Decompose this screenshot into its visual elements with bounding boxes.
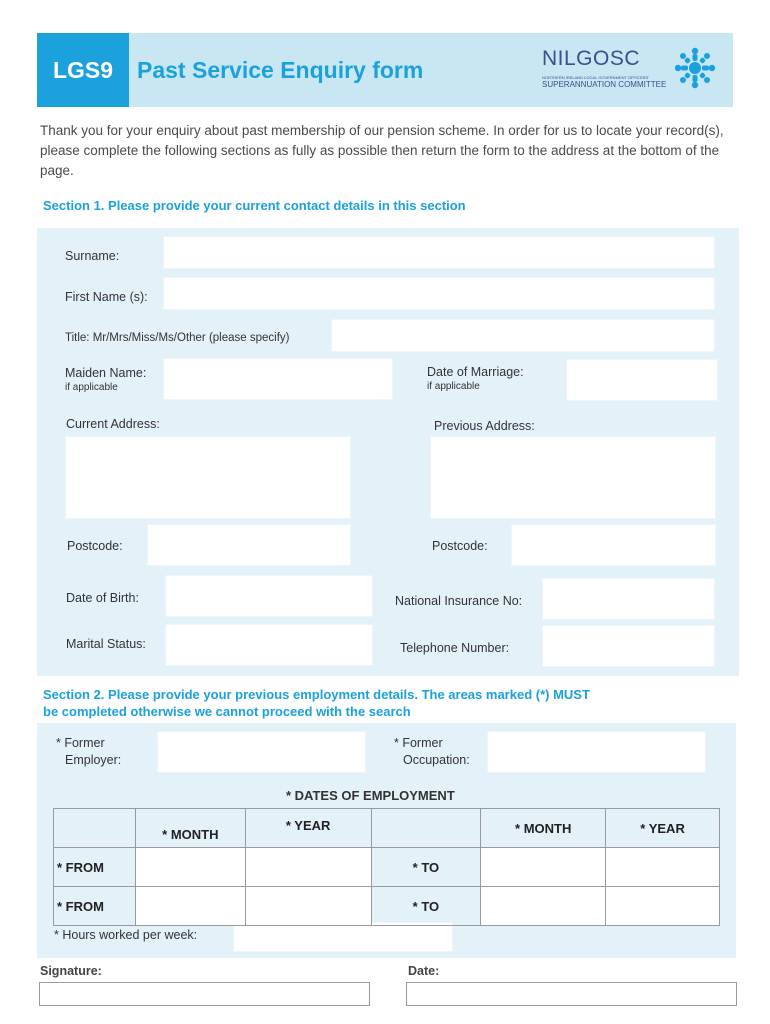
dates-of-employment-table — [53, 808, 720, 926]
table-spacer-cell — [371, 809, 481, 848]
marital-status-label: Marital Status: — [66, 637, 146, 651]
to-month-field[interactable] — [481, 848, 606, 887]
from-year-field[interactable] — [245, 848, 371, 887]
form-header — [37, 33, 733, 107]
title-field[interactable] — [331, 319, 715, 352]
date-of-marriage-note: if applicable — [427, 381, 480, 392]
title-label: Title: Mr/Mrs/Miss/Ms/Other (please specify) — [65, 332, 290, 344]
year-header-2: * YEAR — [606, 809, 720, 848]
former-employer-field[interactable] — [157, 731, 366, 773]
current-postcode-label: Postcode: — [67, 539, 123, 553]
date-label: Date: — [408, 964, 440, 978]
from-label: * FROM — [54, 887, 136, 926]
date-of-birth-label: Date of Birth: — [66, 591, 139, 605]
signature-label: Signature: — [40, 964, 102, 978]
surname-label: Surname: — [65, 249, 120, 263]
former-employer-label-2: Employer: — [65, 753, 122, 767]
previous-address-field[interactable] — [430, 436, 716, 519]
to-month-field[interactable] — [481, 887, 606, 926]
from-month-field[interactable] — [135, 848, 245, 887]
signature-field[interactable] — [39, 982, 370, 1006]
logo-tagline-1: NORTHERN IRELAND LOCAL GOVERNMENT OFFICERS' — [542, 75, 649, 80]
previous-postcode-field[interactable] — [511, 524, 716, 566]
nilgosc-people-star-icon — [674, 47, 716, 89]
year-header: * YEAR — [245, 809, 371, 848]
intro-text: Thank you for your enquiry about past membership of our pension scheme. In order for us to locate your record(s), please complete the following sections as fully as possible then return the form to the address at the bottom of the page. — [40, 123, 724, 178]
current-address-field[interactable] — [65, 436, 351, 519]
nilgosc-logo — [542, 47, 717, 93]
from-year-field[interactable] — [245, 887, 371, 926]
current-postcode-field[interactable] — [147, 524, 351, 566]
table-row — [54, 887, 720, 926]
first-name-field[interactable] — [163, 277, 715, 310]
current-address-label: Current Address: — [66, 417, 160, 431]
table-row — [54, 848, 720, 887]
telephone-label: Telephone Number: — [400, 641, 510, 655]
previous-address-label: Previous Address: — [434, 419, 535, 433]
to-year-field[interactable] — [606, 848, 720, 887]
maiden-name-label: Maiden Name: — [65, 366, 147, 380]
previous-postcode-label: Postcode: — [432, 539, 488, 553]
logo-tagline-2: SUPERANNUATION COMMITTEE — [542, 80, 667, 89]
maiden-name-note: if applicable — [65, 382, 118, 393]
ni-number-field[interactable] — [542, 578, 715, 620]
month-header-2: * MONTH — [481, 809, 606, 848]
marital-status-field[interactable] — [165, 624, 373, 666]
telephone-field[interactable] — [542, 625, 715, 667]
section-2-heading-line-1: Section 2. Please provide your previous employment details. The areas marked (*) MUST — [43, 687, 590, 702]
to-label: * TO — [371, 848, 481, 887]
surname-field[interactable] — [163, 236, 715, 269]
section-2-heading — [43, 686, 590, 720]
form-title: Past Service Enquiry form — [137, 57, 424, 83]
former-occupation-field[interactable] — [487, 731, 706, 773]
former-employer-label-1: * Former — [56, 736, 105, 750]
hours-per-week-label: * Hours worked per week: — [54, 928, 198, 942]
logo-wordmark: NILGOSC — [542, 47, 641, 70]
ni-number-label: National Insurance No: — [395, 594, 523, 608]
from-month-field[interactable] — [135, 887, 245, 926]
section-1-heading: Section 1. Please provide your current contact details in this section — [43, 198, 466, 213]
table-header-row — [54, 809, 720, 848]
former-occupation-label-2: Occupation: — [403, 753, 470, 767]
date-field[interactable] — [406, 982, 737, 1006]
from-label: * FROM — [54, 848, 136, 887]
form-code: LGS9 — [37, 33, 129, 107]
maiden-name-field[interactable] — [163, 358, 393, 400]
first-name-label: First Name (s): — [65, 290, 148, 304]
date-of-marriage-label: Date of Marriage: — [427, 365, 524, 379]
to-label: * TO — [371, 887, 481, 926]
to-year-field[interactable] — [606, 887, 720, 926]
section-1-panel — [37, 228, 739, 676]
date-of-birth-field[interactable] — [165, 575, 373, 617]
dates-of-employment-heading: * DATES OF EMPLOYMENT — [286, 788, 455, 803]
date-of-marriage-field[interactable] — [566, 359, 718, 401]
month-header: * MONTH — [135, 809, 245, 848]
former-occupation-label-1: * Former — [394, 736, 443, 750]
hours-per-week-field[interactable] — [233, 922, 453, 952]
table-corner-cell — [54, 809, 136, 848]
section-2-heading-line-2: be completed otherwise we cannot proceed with the search — [43, 704, 411, 719]
